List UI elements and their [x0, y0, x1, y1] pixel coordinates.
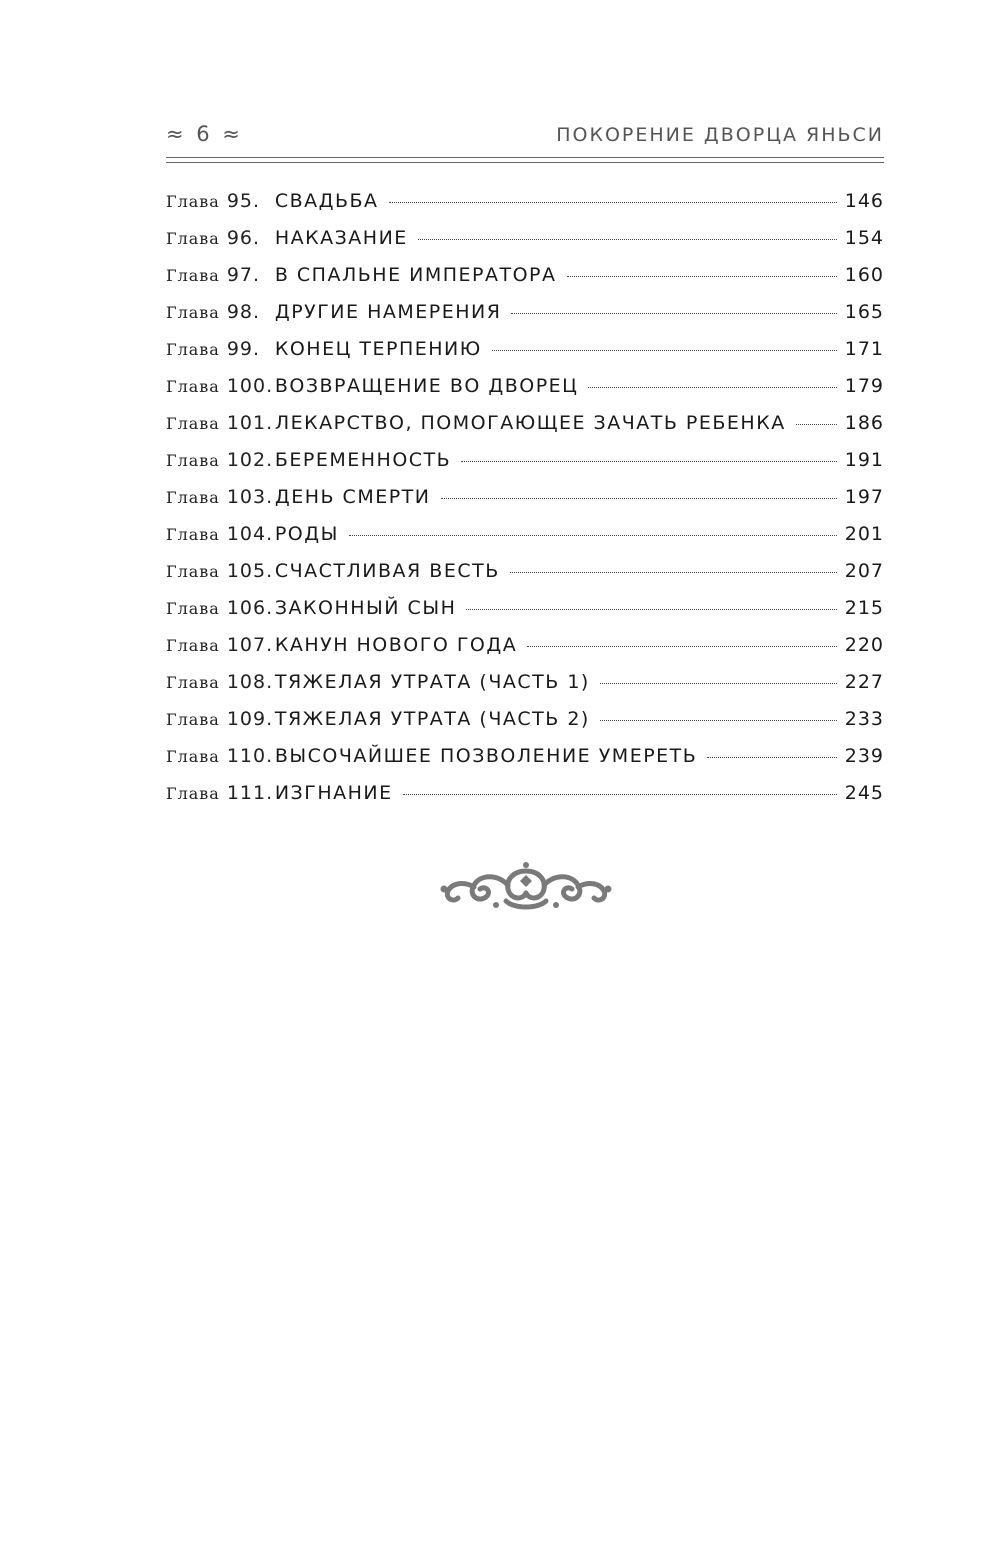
dot-leader — [403, 794, 837, 795]
page-ref: 207 — [844, 560, 884, 582]
page-ref: 220 — [844, 634, 884, 656]
chapter-number: 106. — [226, 597, 274, 619]
dot-leader — [707, 757, 836, 758]
running-title: ПОКОРЕНИЕ ДВОРЦА ЯНЬСИ — [556, 124, 884, 146]
toc-entry — [166, 190, 884, 227]
chapter-number: 100. — [226, 375, 274, 397]
chapter-word: Глава — [166, 414, 220, 433]
chapter-title: ВОЗВРАЩЕНИЕ ВО ДВОРЕЦ — [274, 375, 579, 397]
dot-leader — [492, 350, 837, 351]
ornament-divider-icon — [436, 861, 616, 913]
chapter-number: 104. — [226, 523, 274, 545]
chapter-title: ДРУГИЕ НАМЕРЕНИЯ — [274, 301, 502, 323]
page-ref: 227 — [844, 671, 884, 693]
page-ref: 245 — [844, 782, 884, 804]
header-rule-bottom — [166, 162, 884, 163]
toc-entry — [166, 412, 884, 449]
chapter-word: Глава — [166, 266, 220, 285]
chapter-number: 111. — [226, 782, 274, 804]
chapter-word: Глава — [166, 377, 220, 396]
chapter-title: КОНЕЦ ТЕРПЕНИЮ — [274, 338, 482, 360]
chapter-word: Глава — [166, 340, 220, 359]
toc-entry — [166, 338, 884, 375]
chapter-word: Глава — [166, 525, 220, 544]
page-ref: 171 — [844, 338, 884, 360]
dot-leader — [418, 239, 837, 240]
page-number: ≈ 6 ≈ — [166, 122, 243, 146]
page-ref: 191 — [844, 449, 884, 471]
chapter-title: СЧАСТЛИВАЯ ВЕСТЬ — [274, 560, 500, 582]
page-ref: 165 — [844, 301, 884, 323]
table-of-contents — [166, 190, 884, 819]
chapter-number: 102. — [226, 449, 274, 471]
chapter-title: НАКАЗАНИЕ — [274, 227, 408, 249]
toc-entry — [166, 634, 884, 671]
toc-entry — [166, 745, 884, 782]
header-rule-top — [166, 157, 884, 158]
chapter-title: ЗАКОННЫЙ СЫН — [274, 597, 457, 619]
dot-leader — [567, 276, 837, 277]
toc-entry — [166, 708, 884, 745]
chapter-word: Глава — [166, 488, 220, 507]
chapter-title: СВАДЬБА — [274, 190, 379, 212]
dot-leader — [600, 720, 837, 721]
page-ref: 179 — [844, 375, 884, 397]
toc-entry — [166, 375, 884, 412]
page-ref: 201 — [844, 523, 884, 545]
toc-entry — [166, 486, 884, 523]
dot-leader — [600, 683, 837, 684]
toc-entry — [166, 597, 884, 634]
chapter-word: Глава — [166, 562, 220, 581]
page-ref: 197 — [844, 486, 884, 508]
dot-leader — [527, 646, 837, 647]
toc-entry — [166, 523, 884, 560]
chapter-word: Глава — [166, 229, 220, 248]
dot-leader — [588, 387, 836, 388]
page-ref: 215 — [844, 597, 884, 619]
chapter-number: 105. — [226, 560, 274, 582]
chapter-word: Глава — [166, 192, 220, 211]
chapter-word: Глава — [166, 747, 220, 766]
dot-leader — [796, 424, 837, 425]
dot-leader — [349, 535, 837, 536]
chapter-title: ДЕНЬ СМЕРТИ — [274, 486, 431, 508]
page-ref: 160 — [844, 264, 884, 286]
chapter-number: 107. — [226, 634, 274, 656]
chapter-word: Глава — [166, 303, 220, 322]
chapter-title: ТЯЖЕЛАЯ УТРАТА (ЧАСТЬ 1) — [274, 671, 590, 693]
chapter-title: ТЯЖЕЛАЯ УТРАТА (ЧАСТЬ 2) — [274, 708, 590, 730]
toc-entry — [166, 227, 884, 264]
toc-entry — [166, 782, 884, 819]
chapter-number: 103. — [226, 486, 274, 508]
toc-entry — [166, 264, 884, 301]
chapter-number: 96. — [226, 227, 261, 249]
chapter-title: КАНУН НОВОГО ГОДА — [274, 634, 518, 656]
chapter-number: 99. — [226, 338, 261, 360]
chapter-title: БЕРЕМЕННОСТЬ — [274, 449, 452, 471]
chapter-number: 95. — [226, 190, 261, 212]
page-ref: 146 — [844, 190, 884, 212]
chapter-word: Глава — [166, 784, 220, 803]
chapter-number: 110. — [226, 745, 274, 767]
chapter-title: ВЫСОЧАЙШЕЕ ПОЗВОЛЕНИЕ УМЕРЕТЬ — [274, 745, 698, 767]
chapter-number: 98. — [226, 301, 261, 323]
chapter-word: Глава — [166, 636, 220, 655]
toc-entry — [166, 560, 884, 597]
dot-leader — [389, 202, 837, 203]
page-ref: 239 — [844, 745, 884, 767]
page-ref: 233 — [844, 708, 884, 730]
dot-leader — [441, 498, 837, 499]
chapter-word: Глава — [166, 451, 220, 470]
chapter-number: 108. — [226, 671, 274, 693]
toc-entry — [166, 449, 884, 486]
chapter-number: 97. — [226, 264, 261, 286]
page-ref: 154 — [844, 227, 884, 249]
chapter-number: 109. — [226, 708, 274, 730]
chapter-title: ЛЕКАРСТВО, ПОМОГАЮЩЕЕ ЗАЧАТЬ РЕБЕНКА — [274, 412, 786, 434]
chapter-word: Глава — [166, 599, 220, 618]
chapter-word: Глава — [166, 710, 220, 729]
page-header — [166, 122, 884, 154]
dot-leader — [510, 572, 837, 573]
chapter-title: ИЗГНАНИЕ — [274, 782, 393, 804]
chapter-word: Глава — [166, 673, 220, 692]
dot-leader — [461, 461, 837, 462]
toc-entry — [166, 301, 884, 338]
toc-entry — [166, 671, 884, 708]
chapter-title: В СПАЛЬНЕ ИМПЕРАТОРА — [274, 264, 557, 286]
chapter-title: РОДЫ — [274, 523, 339, 545]
page-ref: 186 — [844, 412, 884, 434]
dot-leader — [466, 609, 836, 610]
dot-leader — [511, 313, 836, 314]
chapter-number: 101. — [226, 412, 274, 434]
